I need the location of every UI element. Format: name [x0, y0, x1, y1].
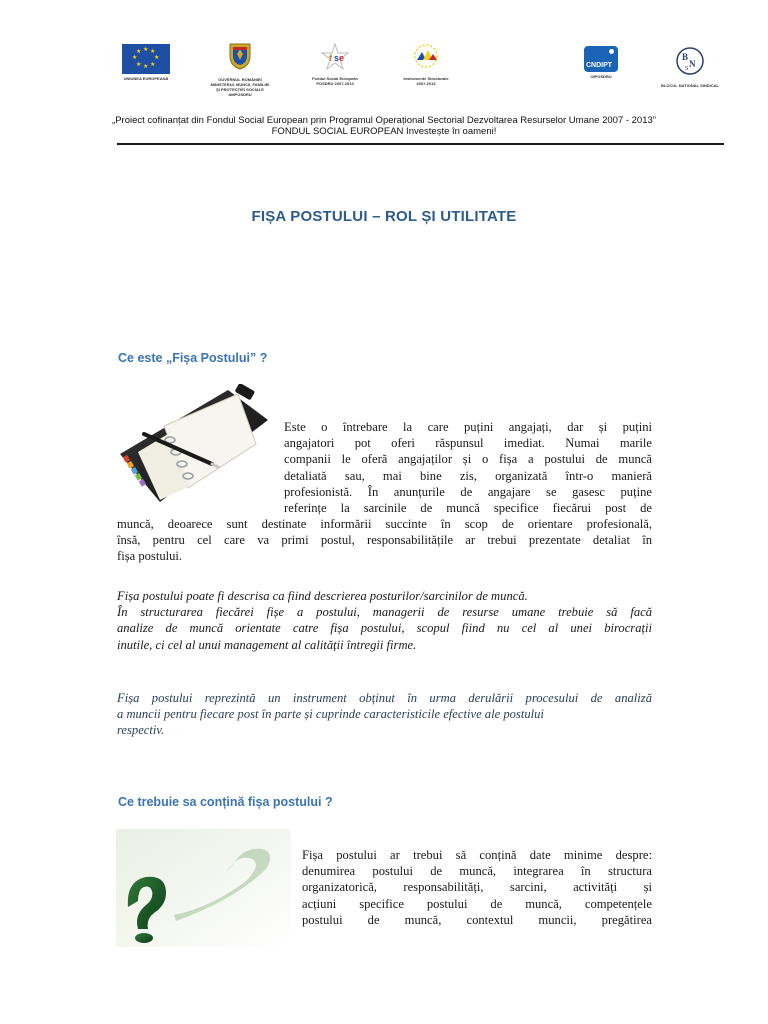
- header-divider: [117, 143, 724, 145]
- question-mark-image: [116, 829, 291, 947]
- section-heading: Ce este „Fișa Postului” ?: [118, 351, 268, 365]
- section-heading: Ce trebuie sa conțină fișa postului ?: [118, 795, 333, 809]
- text-line: organizatorică, responsabilități, sarcini, activități și: [302, 880, 652, 895]
- is-logo: [394, 42, 458, 86]
- paragraph: [302, 847, 652, 928]
- bns-logo: [650, 46, 730, 88]
- text-line: Fișa postului poate fi descrisa ca fiind descrierea posturilor/sarcinilor de muncă.: [117, 589, 528, 603]
- gov-logo: [200, 40, 280, 97]
- text-line: însă, pentru cel care va primi postul, responsabilitățile ar trebui prezentate detaliat în: [117, 533, 652, 548]
- cndipt-icon: CNDIPT: [584, 46, 618, 72]
- svg-text:S: S: [685, 66, 689, 72]
- text-line: Fișa postului ar trebui să conțină date minime despre:: [302, 848, 652, 862]
- svg-text:s: s: [334, 53, 340, 63]
- eu-logo: [117, 44, 175, 81]
- svg-text:B: B: [682, 52, 689, 62]
- text-line: referințe la sarcinile de muncă specifice fiecărui post de: [284, 500, 652, 515]
- text-line: postului de muncă, contextul muncii, pregătirea: [302, 912, 652, 927]
- text-line: În structurarea fiecărei fișe a postului, managerii de resurse umane trebuie să facă: [117, 605, 652, 620]
- project-slogan: FONDUL SOCIAL EUROPEAN Investește în oameni!: [271, 126, 497, 137]
- star-person-icon: [320, 42, 350, 74]
- logo-caption: UNIUNEA EUROPEANĂ: [123, 76, 169, 81]
- text-line: profesionistă. În anunțurile de angajare se gasesc puține: [284, 484, 652, 499]
- paragraph: [117, 516, 652, 565]
- coat-of-arms-icon: [228, 40, 252, 70]
- logo-caption: BLOCUL NATIONAL SINDICAL: [661, 83, 719, 88]
- text-line: denumirea postului de muncă, integrarea în structura: [302, 864, 652, 879]
- paragraph-italic: [117, 588, 652, 653]
- text-line: Fișa postului reprezintă un instrument obținut în urma derulării procesului de analiză: [117, 691, 652, 705]
- text-line: a muncii pentru fiecare post în parte și cuprinde caracteristicile efective ale postului: [117, 707, 544, 722]
- logo-caption: GUVERNUL ROMÂNIEI MINISTERUL MUNCII, FAMILIEI ȘI PROTECȚIEI SOCIALE AMPOSDRU: [210, 77, 270, 97]
- cndipt-logo: [578, 46, 624, 79]
- text-line: acțiuni specifice postului de muncă, competențele: [302, 896, 652, 911]
- text-line: inutile, ci cel al unui management al calității întregii firme.: [117, 637, 417, 652]
- structural-instruments-icon: [409, 42, 443, 74]
- logo-caption: Fondul Social European POSDRU 2007-2013: [312, 76, 358, 86]
- text-line: respectiv.: [117, 723, 165, 738]
- text-line: Este o întrebare la care puțini angajați, dar și puțini: [284, 420, 652, 434]
- text-line: angajatori pot oferi răspunsul imediat. Numai marile: [284, 436, 652, 451]
- text-line: fișa postului.: [117, 549, 183, 564]
- bns-monogram-icon: [675, 46, 705, 76]
- eu-flag-icon: ★ ★ ★ ★ ★ ★ ★ ★: [122, 44, 170, 74]
- text-line: detaliată sau, mai bine zis, organizată într-o manieră: [284, 468, 652, 483]
- logo-caption: Instrumente Structurale 2007-2013: [403, 76, 449, 86]
- paragraph-highlight: [117, 690, 652, 739]
- paragraph: [284, 419, 652, 516]
- svg-text:N: N: [689, 59, 696, 69]
- organizer-image: [116, 384, 276, 508]
- project-banner: „Proiect cofinanțat din Fondul Social European prin Programul Operațional Sectorial Dezvoltarea Resurselor Umane 2007 - 2013”: [112, 115, 656, 126]
- page-title: FIȘA POSTULUI – ROL ȘI UTILITATE: [251, 208, 517, 225]
- text-line: muncă, deoarece sunt destinate informării succinte în scop de orientare profesională,: [117, 517, 652, 531]
- fse-logo: [303, 42, 367, 86]
- text-line: companii le oferă angajaților și o fișa a postului de muncă: [284, 452, 652, 467]
- text-line: analize de muncă orientate catre fișa postului, scopul fiind nu cel al unei birocrații: [117, 621, 652, 636]
- logo-caption: OIPOSDRU: [590, 74, 612, 79]
- svg-text:e: e: [339, 53, 345, 63]
- svg-text:f: f: [329, 53, 332, 63]
